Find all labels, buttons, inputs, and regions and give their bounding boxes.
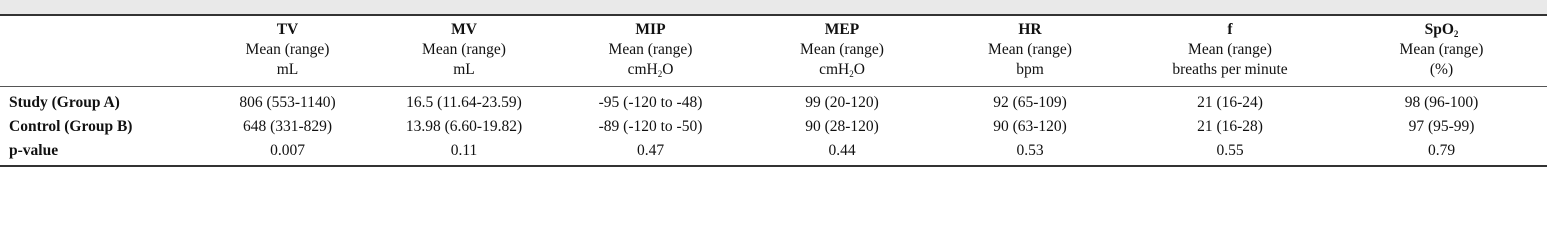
header-stat-mep: Mean (range) bbox=[800, 41, 884, 58]
table-row bbox=[0, 87, 1547, 116]
table-cell: 0.007 bbox=[200, 139, 375, 166]
header-stat-mv: Mean (range) bbox=[422, 41, 506, 58]
header-name-hr: HR bbox=[1018, 21, 1042, 38]
table-cell: 99 (20-120) bbox=[805, 94, 879, 111]
table-cell: -95 (-120 to -48) bbox=[598, 94, 703, 111]
header-empty-cell bbox=[0, 16, 200, 40]
table-cell: 0.44 bbox=[748, 139, 936, 166]
table-cell: 648 (331-829) bbox=[242, 118, 333, 135]
table-cell: 0.47 bbox=[553, 139, 748, 166]
header-unit-mv: mL bbox=[375, 60, 553, 87]
table-cell: 21 (16-28) bbox=[1197, 118, 1263, 135]
results-table bbox=[0, 16, 1547, 167]
table-cell: 90 (28-120) bbox=[805, 118, 879, 135]
table-body bbox=[0, 87, 1547, 167]
header-name-mip: MIP bbox=[635, 21, 666, 38]
table-top-band bbox=[0, 0, 1547, 16]
header-unit-f: breaths per minute bbox=[1124, 60, 1336, 87]
header-empty-cell bbox=[0, 60, 200, 87]
header-unit-mip bbox=[553, 60, 748, 87]
table-cell: 0.55 bbox=[1124, 139, 1336, 166]
header-stat-mip: Mean (range) bbox=[608, 41, 693, 58]
table-cell: 90 (63-120) bbox=[993, 118, 1067, 135]
header-name-spo2 bbox=[1336, 16, 1547, 40]
header-name-spo2-subscript: 2 bbox=[1453, 29, 1459, 39]
header-empty-cell bbox=[0, 40, 200, 60]
unit-subscript: 2 bbox=[657, 69, 663, 79]
header-name-mep: MEP bbox=[824, 21, 860, 38]
table-cell: 0.79 bbox=[1336, 139, 1547, 166]
table-cell: 806 (553-1140) bbox=[239, 94, 336, 111]
unit-text: cmH bbox=[819, 61, 850, 78]
header-stat-tv: Mean (range) bbox=[245, 41, 330, 58]
table-cell: -89 (-120 to -50) bbox=[598, 118, 703, 135]
table-row bbox=[0, 115, 1547, 139]
table-cell: 97 (95-99) bbox=[1408, 118, 1475, 135]
header-name-f: f bbox=[1227, 21, 1233, 38]
header-unit-tv: mL bbox=[200, 60, 375, 87]
header-name-tv: TV bbox=[276, 21, 299, 38]
header-name-spo2-base: SpO bbox=[1424, 21, 1454, 38]
table-cell: 0.11 bbox=[375, 139, 553, 166]
header-unit-mep bbox=[748, 60, 936, 87]
table-cell: 98 (96-100) bbox=[1404, 94, 1479, 111]
unit-subscript: 2 bbox=[849, 69, 854, 79]
header-stat-f: Mean (range) bbox=[1188, 41, 1272, 58]
table-cell: 0.53 bbox=[936, 139, 1124, 166]
header-name-mv: MV bbox=[451, 21, 477, 38]
table-row bbox=[0, 139, 1547, 166]
table-cell: 13.98 (6.60-19.82) bbox=[405, 118, 523, 135]
row-label: p-value bbox=[0, 139, 200, 166]
table-cell: 92 (65-109) bbox=[993, 94, 1067, 111]
header-stat-spo2: Mean (range) bbox=[1399, 41, 1484, 58]
table-cell: 16.5 (11.64-23.59) bbox=[406, 94, 522, 111]
table-header bbox=[0, 16, 1547, 87]
unit-text: O bbox=[853, 61, 865, 78]
unit-text: cmH bbox=[627, 61, 658, 78]
header-unit-hr: bpm bbox=[936, 60, 1124, 87]
table-cell: 21 (16-24) bbox=[1197, 94, 1263, 111]
header-stat-hr: Mean (range) bbox=[988, 41, 1072, 58]
header-unit-spo2: (%) bbox=[1336, 60, 1547, 87]
row-label: Control (Group B) bbox=[9, 118, 133, 135]
unit-text: O bbox=[662, 61, 674, 78]
row-label: Study (Group A) bbox=[9, 94, 120, 111]
